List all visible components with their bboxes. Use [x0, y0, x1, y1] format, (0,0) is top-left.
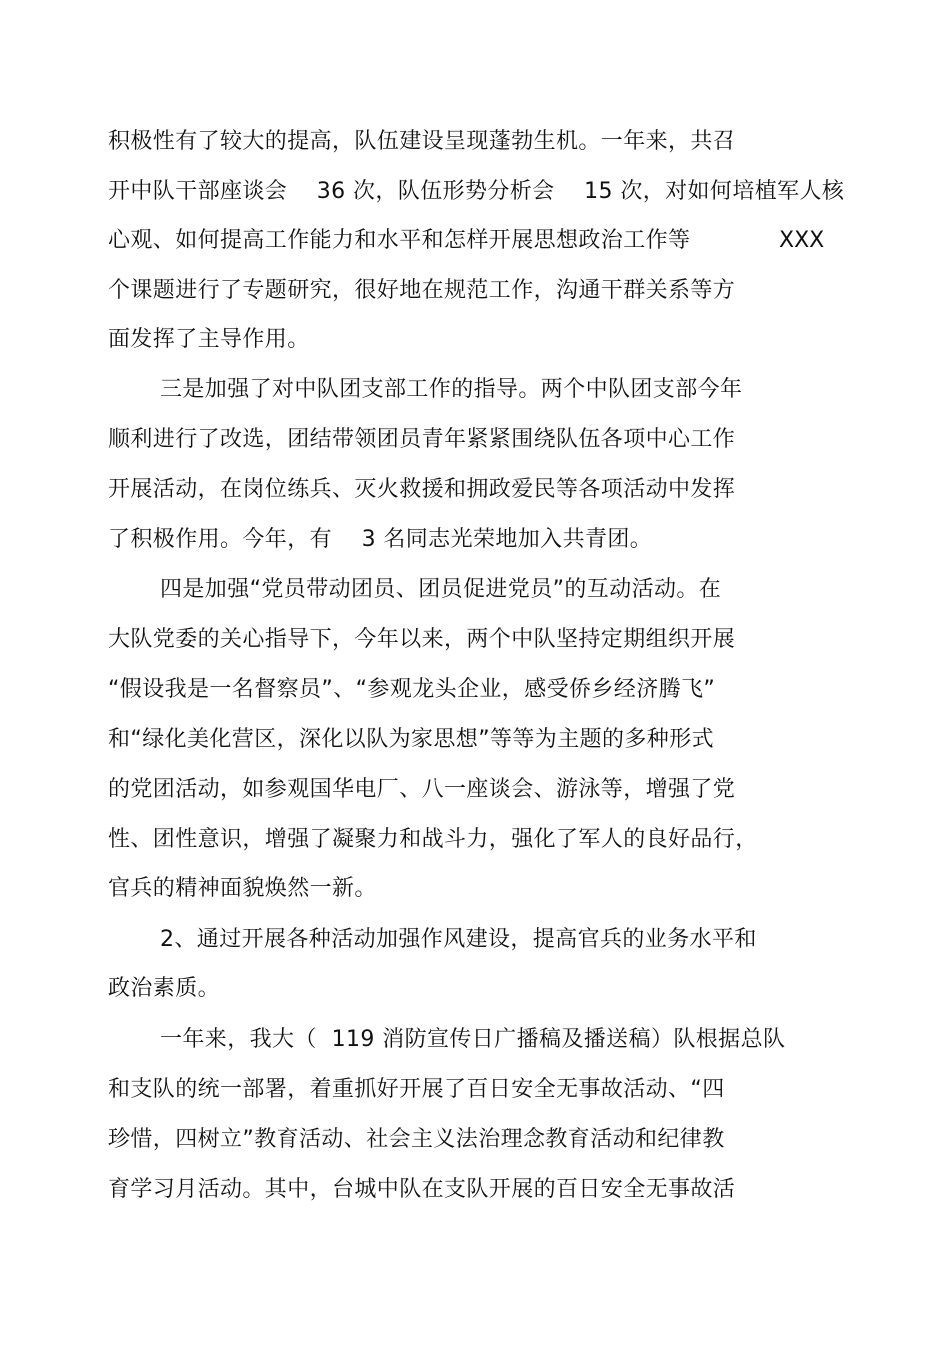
text-line: 和支队的统一部署，着重抓好开展了百日安全无事故活动、“四 [108, 1077, 725, 1102]
text-line: 大队党委的关心指导下，今年以来，两个中队坚持定期组织开展 [108, 627, 736, 652]
text-line: 和“绿化美化营区，深化以队为家思想”等等为主题的多种形式 [108, 727, 714, 752]
paragraph-start-line: 一年来，我大（ 119 消防宣传日广播稿及播送稿）队根据总队 [160, 1027, 786, 1052]
text-line: 开展活动，在岗位练兵、灭火救援和拥政爱民等各项活动中发挥 [108, 477, 736, 502]
text-line: 个课题进行了专题研究，很好地在规范工作，沟通干群关系等方 [108, 278, 736, 303]
paragraph-start-line: 三是加强了对中队团支部工作的指导。两个中队团支部今年 [160, 377, 743, 402]
text-line: 了积极作用。今年，有 3 名同志光荣地加入共青团。 [108, 527, 653, 552]
text-line: 珍惜，四树立”教育活动、社会主义法治理念教育活动和纪律教 [108, 1127, 725, 1152]
text-line: 性、团性意识，增强了凝聚力和战斗力，强化了军人的良好品行， [108, 827, 758, 852]
text-line: 育学习月活动。其中，台城中队在支队开展的百日安全无事故活 [108, 1177, 736, 1202]
paragraph-start-line: 四是加强“党员带动团员、团员促进党员”的互动活动。在 [160, 577, 722, 602]
section-heading-line: 2、通过开展各种活动加强作风建设，提高官兵的业务水平和 [160, 927, 757, 952]
placeholder-marker: XXX [779, 228, 825, 253]
text-line: 官兵的精神面貌焕然一新。 [108, 876, 377, 901]
text-line: 积极性有了较大的提高，队伍建设呈现蓬勃生机。一年来，共召 [108, 129, 736, 154]
text-line: 面发挥了主导作用。 [108, 327, 310, 352]
text-line: 开中队干部座谈会 36 次，队伍形势分析会 15 次，对如何培植军人核 [108, 179, 845, 204]
section-heading-line: 政治素质。 [108, 976, 221, 1001]
text-line: 的党团活动，如参观国华电厂、八一座谈会、游泳等，增强了党 [108, 777, 736, 802]
text-line: “假设我是一名督察员”、“参观龙头企业，感受侨乡经济腾飞” [108, 677, 716, 702]
text-line: 心观、如何提高工作能力和水平和怎样开展思想政治工作等 [108, 228, 691, 253]
text-line: 顺利进行了改选，团结带领团员青年紧紧围绕队伍各项中心工作 [108, 427, 736, 452]
